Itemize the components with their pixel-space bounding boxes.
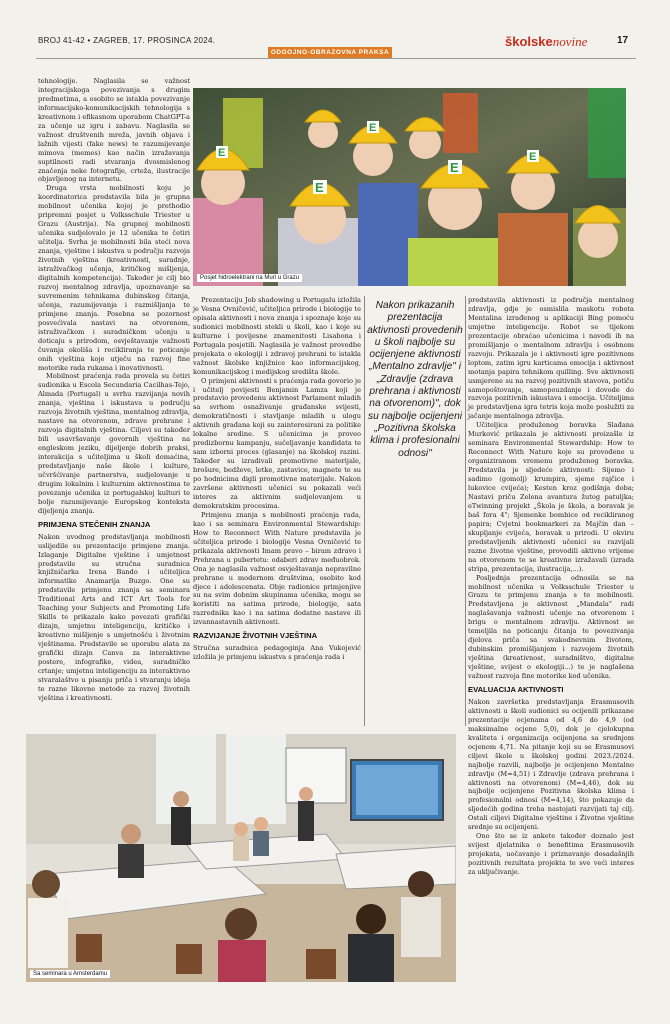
photo-caption: Sa seminara u Amsterdamu	[30, 970, 110, 978]
subheading: PRIMJENA STEČENIH ZNANJA	[38, 519, 151, 529]
column-divider	[364, 296, 365, 726]
pull-quote: Nakon prikazanih prezentacija aktivnosti provedenih u školi najbolje su ocijenjene aktivnosti „Mentalno zdravlje" i „Zdravlje (zdrava prehrana i aktivnosti na otvorenom)", dok su najbolje ocijenjeni „Pozitivna školska klima i profesionalni odnosi"	[367, 300, 463, 459]
column-divider	[465, 296, 466, 726]
paragraph: Prezentaciju Job shadowing u Portugalu izložila je Vesna Ovničević, učiteljica prirode i biologije te opisala aktivnosti i nova znanja i spoznaje koje su sudionici mobilnosti stekli u školi, kao i koje su kulturne i povijesne znamenitosti Lisabona i Portugala posjetili. Naglasila je važnost provedbe projekata o ekologiji i zdravoj prehrani te istakla važnost školske knjižnice kao informacijskog, komunikacijskog i medijskog središta škole.	[193, 296, 361, 376]
subheading: EVALUACIJA AKTIVNOSTI	[468, 684, 564, 694]
paragraph: Nakon uvodnog predstavljanja mobilnosti uslijedile su prezentacije primjene znanja. Izlaganje Digitalne vještine i umjetnost predstavile su stručna suradnica knjižničarka Irena Bando i učiteljica informatike Anamarija Buzgo. One su predstavile primjenu znanja sa seminara Traditional Arts and ICT Art Tools for Teaching your Subjects and Promoting Life Skills te prikazale kako povezati grafički dizajn, umjetnu inteligenciju, kritičko i kreativno mišljenje s umjetnošću i životnim vještinama. Predstavile se uporabu alata za grafički dizajn Canva za interaktivne postere, infografike, videa, suradničko crtanje; umjetnu inteligenciju za interaktivno stvaralaštvo u pisanju priča i stvaranju ideja te razne likovne metode za razvoj životnih vještina i kreativnosti.	[38, 532, 190, 702]
page-number: 17	[617, 35, 629, 46]
paragraph: Stručna suradnica pedagoginja Ana Vukojević izložila je primjenu iskustva s praćenja rada i	[193, 644, 361, 662]
article-column-4	[468, 296, 634, 1016]
section-label: ODGOJNO-OBRAZOVNA PRAKSA	[268, 47, 392, 58]
photo-amsterdam-seminar	[26, 734, 456, 982]
page-header	[0, 0, 670, 56]
subheading: RAZVIJANJE ŽIVOTNIH VJEŠTINA	[193, 631, 318, 641]
paragraph: Ono što se iz ankete također doznalo jest svijest djelatnika o benefitima Erasmusovih projekata, uočavanje i priznavanje dosadašnjih pozitivnih rezultata projekta te sve veći interes za uključivanje.	[468, 832, 634, 877]
helmet-logo: E	[218, 147, 226, 159]
article-column-1	[38, 77, 190, 747]
helmet-logo: E	[315, 180, 324, 195]
paragraph: Druga vrsta mobilnosti koju je koordinatorica predstavila bila je grupna mobilnost učenika kojoj je prethodio pripremni posjet u Volksschule Triester u Grazu (Austrija). Na grupnoj mobilnosti učenika sudjelovalo je 12 učenika te četiri učitelja. Svrha je mobilnosti bila steći nova znanja, vještine i iskustva u području razvoja životnih vještina (kreativnosti, suradnje, istraživačkog učenja, kritičkog mišljenja, digitalnih kompetencija). Također je cilj bio razvoj mentalnog zdravlja, upoznavanje sa suvremenim tehnikama dubinskog čitanja, učenja, razumijevanja i razmišljanja te primjene znanja. Posebna se pozornost posvećivala nastavi na otvorenom, istraživačkom i suradničkom učenju u doticaju s prirodom, osvještavanje važnosti čuvanja okoliša i recikliranja te poticanje onih vještina koje utječu na razvoj fine motorike rada rukama i inovativnosti.	[38, 184, 190, 372]
paragraph: Primjenu znanja s mobilnosti praćenja rada, kao i sa seminara Environmental Stewardship: How to Reconnect With Nature predstavila je učiteljica prirode i biologije Vesna Ovničević te prikazala aktivnosti Imam pravo – biram zdravo i Prehrana u pubertetu: odaberi zdrav međuobrok. Ona je naglasila važnost osvještavanja nepravilne prehrane u modernom društvima, osobito kod djece i adolescenata. Obje radionice primjenjive su na svim dobnim skupinama učenika, mogu se koristiti na satima prirode, biologije, sata razrednika kao i na satima dodatne nastave ili izvannastavnih aktivnosti.	[193, 510, 361, 627]
photo-classroom	[26, 734, 456, 982]
paragraph: tehnologije. Naglasila se važnost integracijskoga povezivanja s drugim predmetima, a osobito se istakla povezivanje informacijsko-komunikacijskih tehnologija s kreativnom i efikasnom uporabom ChatGPT-a za učenje uz igru i zabavu. Naglasila se važnost društvenih mreža, javnih objava i lažnih vijesti (fake news) te razumijevanje mimova (memes) kao način izražavanja suptilnosti radi stvaranja dvosmislenog značenja neke fotografije, crteža, ilustracije objavljenog na internetu.	[38, 77, 190, 184]
photo-caption: Posjet hidroelektrani na Muri u Grazu	[197, 274, 302, 282]
paragraph: Učiteljica produženog boravka Slađana Murković prikazala je aktivnosti proizašle iz seminara Environmental Stewardship: How to Reconnect With Nature koje su provođene u organiziranom vremenu produženog boravka. Predstavila je sljedeće aktivnosti: Sijemo i sadimo (gomolj) krumpira, sjeme rajčice i lukovice cvijeća); Kesten kroz godišnja doba; Nastavi priču Zelena avantura žutog patuljka; eTwinning projekt „Škola je škola, a boravak je baš fora 4"; Sjemenke bombice od recikliranog papira; Cvjetni bookmarkeri za Majčin dan – skupljanje cvijeća, boravak u prirodi. U okviru predstavljenih aktivnosti učenici su razvijali razne životne vještine, provodili aktivno vrijeme na otvorenom te se kreativno izražavali (izrada stripa, prezentacija, ilustracija,...).	[468, 421, 634, 573]
paragraph: Posljednja prezentacija odnosila se na mobilnost učenika u Volksschule Triester u Grazu te primjenu znanja s te mobilnosti. Predstavljena je aktivnost „Mandala" radi naglašavanja važnosti učenje na otvorenom i brigu o mentalnom zdravlju. Aktivnost se temeljila na poticanju čitanja te povezivanja djelova priča sa svakodnevnim životom, dubinskim promišljanjem i razvojem životnih vještina (kreativnost, suradništvo, digitalne vještine, svijest o ekologiji...) te je naglašena važnost razvoja fine motorike kod učenika.	[468, 573, 634, 681]
paragraph: O primjeni aktivnosti s praćenja rada govorio je i učitelj povijesti Benjamin Lamza koji je predstavio provedenu aktivnost Parlament mladih sa svrhom osnaživanje građanske svijesti, demokratičnosti i stavljanje mladih u ulogu aktivnih građana koji su zainteresirani za politike lokalne sredine. S učenicima je proveo predizbornu kampanju, sučeljavanje kandidata te sam izborni proces (glasanje) na školskoj razini. Također su izradivali promotivne materijale, brošure, bedževe, letke, zastavice, magnete te su po hodnicima digli promotivne materijale. Nakon završene aktivnosti učenici su pokazali veći interes za aktivnim sudjelovanjem u demokratskim procesima.	[193, 376, 361, 510]
header-rule	[36, 58, 636, 59]
helmet-logo: E	[369, 122, 377, 134]
paragraph: Nakon završetka predstavljanja Erasmusovih aktivnosti u školi sudionici su ocijenili prikazane prezentacije ocjenama od 4,6 do 4,9 (od maksimalne ocjene 5,0), dok je cjelokupna kvaliteta i organizacija ocijenjena sa srednjom ocjenom 4,71. Na pitanje koji su se Erasmusovi ciljevi škole u školskoj godini 2023./2024. najbolje razvili, najbolje je ocijenjeno Mentalno zdravlje (M=4,51) i Zdravlje (zdrava prehrana i aktivnosti na otvorenom) (M=4,46), dok su najbolje ocijenjene Pozitivna školska klima i profesionalni odnosi (M=4,14), što pokazuje da sljedećih godina treba nastojati razvijati taj cilj. Ostali ciljevi Digitalne vještine i Životne vještine srednje su ocijenjeni.	[468, 697, 634, 832]
paragraph: Mobilnost praćenja rada provela su četiri sudionika u Escola Secundaria Cacilhas-Tejo, Almada (Portugal) u svrhu razvijanja novih znanja, vještina i iskustava u području razvoja životnih vještina, mentalnog zdravlja, nastave na otvorenom, zdrave prehrane i razvoja digitalnih vještina. Ciljevi su također bili usavršavanje govornih vještina na engleskom jeziku, dijeljenje dobrih praksi, interakcija s učiteljima u školi domaćina, predstavljanje naše škole i kulture, učvršćivanje partnerstva, sudjelovanje u drugim lokalnim i kulturnim aktivnostima te povezanje učenika iz portugalskoj kulturi te bolje razumijevanje Europskog konteksta dijeljenja znanja.	[38, 372, 190, 515]
newspaper-logo: školskenovine	[505, 34, 588, 49]
helmet-logo: E	[529, 151, 537, 163]
issue-info: BROJ 41-42 • ZAGREB, 17. PROSINCA 2024.	[38, 36, 216, 45]
article-column-2	[193, 296, 361, 734]
photo-hydroelectric-visit	[193, 88, 626, 286]
photo-children-helmets	[193, 88, 626, 286]
paragraph: predstavila aktivnosti iz područja mentalnog zdravlja, gdje je osmislila maskotu robota Mentalina izrađenog u aplikaciji Bing pomoću umjetne inteligencije. Robot se tijekom prezentacije obraćao učenicima i navodi ih na promišljanje o mentalnom zdravlju i osobnom razvoju. Prikazala je i aktivnosti igre pozitivnom loptom, zatim igru karticama emocija i aktivnost motanja papira tehnikom quilling. Sve aktivnosti usmjerene su na razvoj pozitivnih stavova, potiču samopoštovanje, samopouzdanje i dovode do razvoja pozitivnih iskustava i emocija. Učiteljima je predstavljena igra tetris koja može poslužiti za jačanje mentalnoga zdravlja.	[468, 296, 634, 421]
helmet-logo: E	[450, 160, 459, 175]
